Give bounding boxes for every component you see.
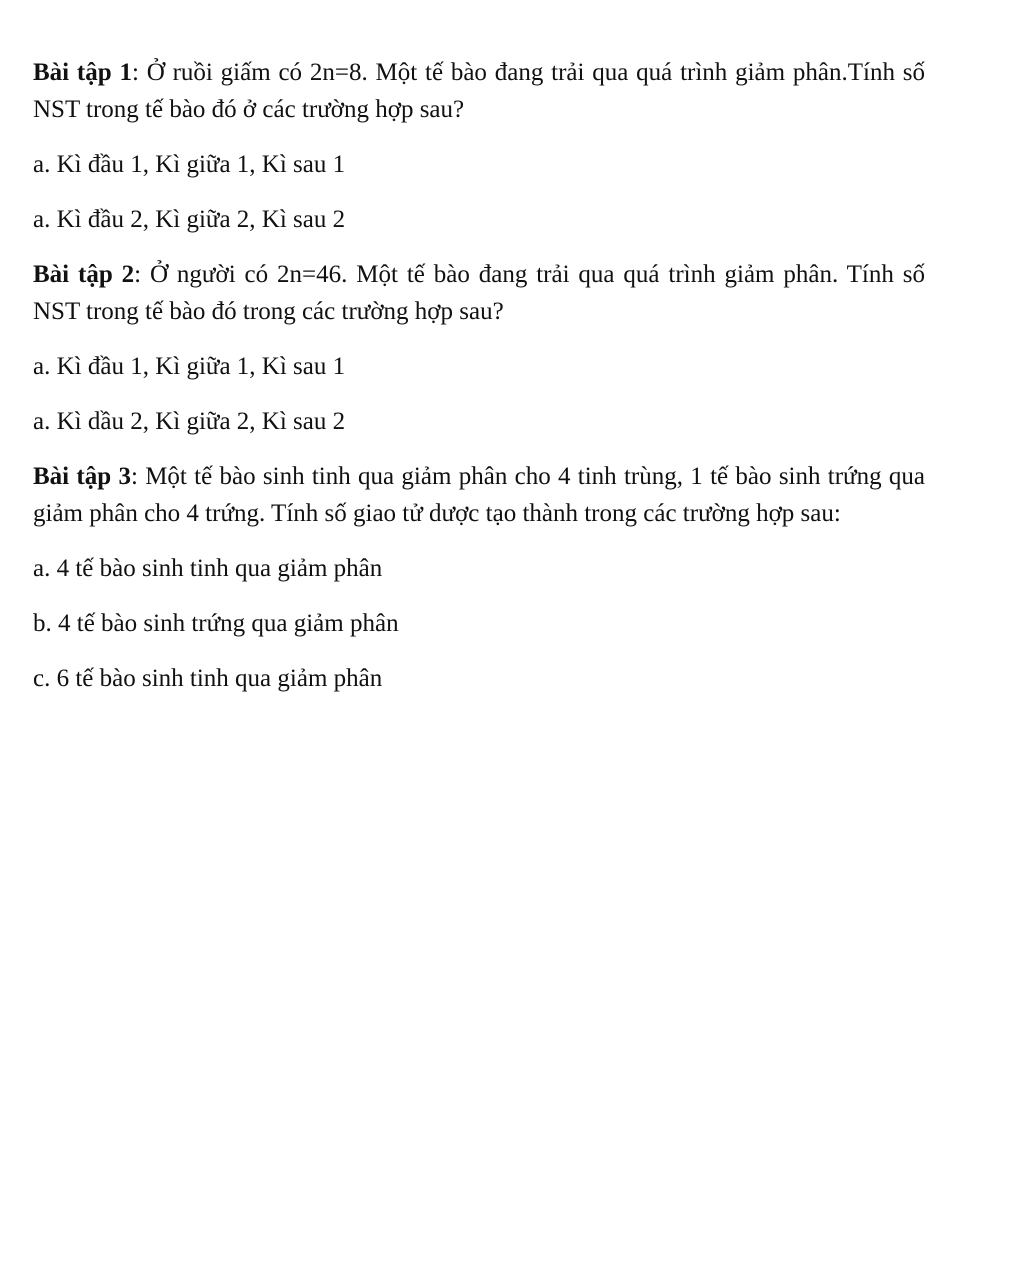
exercise-2-item-a1: a. Kì đầu 1, Kì giữa 1, Kì sau 1: [33, 353, 346, 380]
exercise-1: [33, 54, 925, 238]
exercise-1-label: Bài tập 1: [33, 59, 132, 86]
exercise-1-prompt: [33, 54, 925, 128]
exercise-3: [33, 458, 925, 697]
exercise-3-text: : Một tế bào sinh tinh qua giảm phân cho 4 tinh trùng, 1 tế bào sinh trứng qua giảm phân cho 4 trứng. Tính số giao tử dược tạo thành trong các trường hợp sau:: [33, 463, 925, 527]
exercise-3-item-b: b. 4 tế bào sinh trứng qua giảm phân: [33, 610, 399, 637]
exercise-3-item-a: a. 4 tế bào sinh tinh qua giảm phân: [33, 555, 383, 582]
exercise-1-item-a2: a. Kì đầu 2, Kì giữa 2, Kì sau 2: [33, 206, 346, 233]
exercise-1-text: : Ở ruồi giấm có 2n=8. Một tế bào đang trải qua quá trình giảm phân.Tính số NST trong tế bào đó ở các trường hợp sau?: [33, 59, 925, 123]
exercise-2-prompt: [33, 256, 925, 330]
exercise-1-item-a1: a. Kì đầu 1, Kì giữa 1, Kì sau 1: [33, 151, 346, 178]
exercise-2: [33, 256, 925, 440]
exercise-2-item-a2: a. Kì dầu 2, Kì giữa 2, Kì sau 2: [33, 408, 346, 435]
exercise-2-text: : Ở người có 2n=46. Một tế bào đang trải qua quá trình giảm phân. Tính số NST trong tế bào đó trong các trường hợp sau?: [33, 261, 925, 325]
exercise-3-prompt: [33, 458, 925, 532]
exercise-3-label: Bài tập 3: [33, 463, 131, 490]
exercise-3-item-c: c. 6 tế bào sinh tinh qua giảm phân: [33, 665, 383, 692]
document-page: [33, 54, 925, 715]
exercise-2-label: Bài tập 2: [33, 261, 135, 288]
